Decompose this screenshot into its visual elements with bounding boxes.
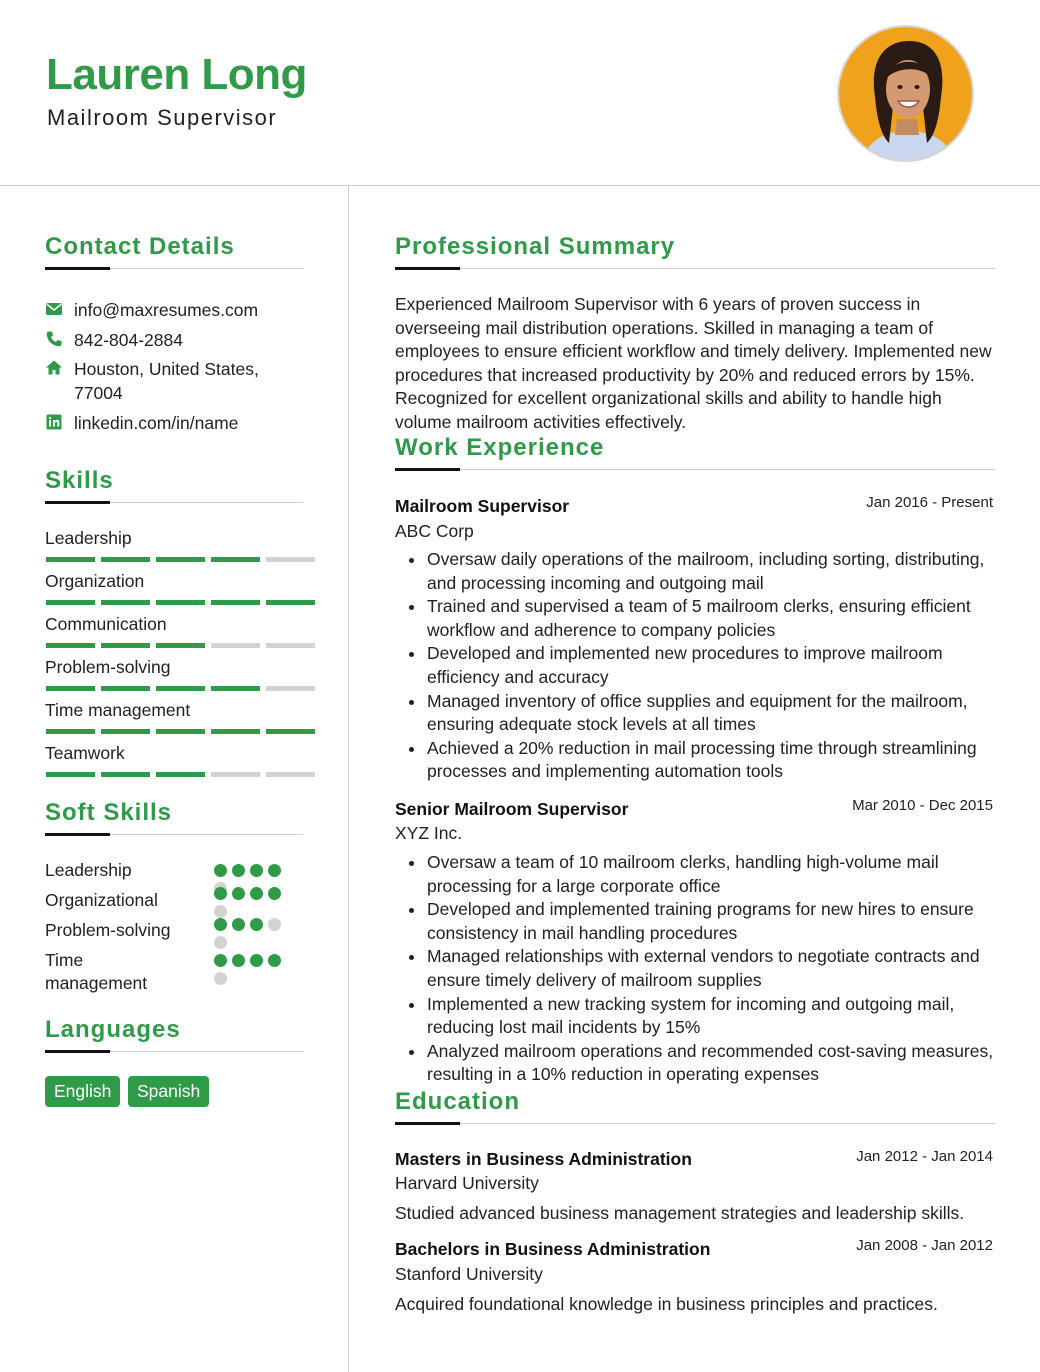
skill-level-segment [46, 686, 95, 691]
skill-level-segment [101, 557, 150, 562]
job-bullets [395, 548, 995, 784]
skill-label: Teamwork [45, 743, 125, 763]
experience-section-title: Work Experience [395, 434, 605, 461]
skill-label: Problem-solving [45, 657, 171, 677]
education-section-rule [395, 1123, 995, 1124]
language-badge-english: English [45, 1076, 120, 1107]
soft-skill-label: Leadership [45, 860, 132, 880]
soft-skill-label-line-2: management [45, 973, 148, 993]
home-icon [45, 359, 63, 377]
education-section-title: Education [395, 1088, 521, 1115]
phone-text: 842-804-2884 [74, 330, 183, 350]
skill-level-segment [156, 686, 205, 691]
education-description: Acquired foundational knowledge in business principles and practices. [395, 1294, 938, 1314]
summary-section-rule [395, 268, 995, 269]
column-divider [348, 186, 349, 1372]
job-bullets [395, 851, 995, 1087]
rating-dot [232, 887, 245, 900]
rating-dot [214, 864, 227, 877]
skill-level-segment [266, 600, 315, 605]
linkedin-icon [45, 413, 63, 431]
skill-level-segment [211, 557, 260, 562]
skill-level-segment [156, 557, 205, 562]
experience-section-rule [395, 469, 995, 470]
job-title: Senior Mailroom Supervisor [395, 799, 629, 819]
contact-section-title: Contact Details [45, 233, 235, 260]
rating-dot [232, 864, 245, 877]
skill-level-segment [266, 772, 315, 777]
candidate-title: Mailroom Supervisor [47, 105, 278, 130]
rating-dot [232, 954, 245, 967]
skill-label: Communication [45, 614, 167, 634]
job-bullet: Analyzed mailroom operations and recommended cost-saving measures, resulting in a 10% reduction in operating expenses [395, 1040, 995, 1087]
skill-level-bar [46, 557, 315, 562]
education-dates: Jan 2008 - Jan 2012 [856, 1237, 993, 1254]
address-line-2: 77004 [74, 383, 123, 403]
job-title: Mailroom Supervisor [395, 496, 570, 516]
contact-address [45, 357, 259, 405]
summary-section-title: Professional Summary [395, 233, 676, 260]
job-bullet: Trained and supervised a team of 5 mailroom clerks, ensuring efficient workflow and adherence to company policies [395, 595, 995, 642]
skill-label: Leadership [45, 528, 132, 548]
skills-section-rule [45, 502, 303, 503]
summary-text: Experienced Mailroom Supervisor with 6 years of proven success in overseeing mail distribution operations. Skilled in managing a team of employees to ensure efficient workflow and timely delivery. Implemented new procedures that increased productivity by 20% and reduced errors by 15%. Recognized for excellent organizational skills and ability to handle high volume mailroom activities effectively. [395, 294, 992, 432]
contact-section-rule [45, 268, 303, 269]
profile-photo [837, 25, 974, 162]
skill-level-bar [46, 729, 315, 734]
job-bullet: Developed and implemented training programs for new hires to ensure consistency in mail handling procedures [395, 898, 995, 945]
job-bullet: Managed relationships with external vendors to negotiate contracts and ensure timely delivery of mailroom supplies [395, 945, 995, 992]
skill-level-bar [46, 686, 315, 691]
job-bullet: Oversaw daily operations of the mailroom, including sorting, distributing, and processing incoming and outgoing mail [395, 548, 995, 595]
job-bullet: Managed inventory of office supplies and equipment for the mailroom, ensuring adequate stock levels at all times [395, 690, 995, 737]
languages-section-rule [45, 1051, 303, 1052]
soft-skills-section-rule [45, 834, 303, 835]
rating-dot [214, 905, 227, 918]
candidate-name: Lauren Long [46, 50, 307, 99]
job-dates: Mar 2010 - Dec 2015 [852, 797, 993, 814]
soft-skill-label-line-1: Time [45, 950, 84, 970]
skill-level-segment [211, 686, 260, 691]
soft-skill-label: Organizational [45, 890, 158, 910]
skill-level-segment [211, 729, 260, 734]
soft-skill-label [45, 949, 147, 995]
job-company: XYZ Inc. [395, 823, 463, 843]
contact-linkedin[interactable] [45, 411, 238, 435]
skill-level-segment [156, 729, 205, 734]
soft-skill-rating [214, 954, 288, 985]
rating-dot [268, 954, 281, 967]
rating-dot [214, 887, 227, 900]
skill-label: Organization [45, 571, 145, 591]
skill-level-segment [101, 772, 150, 777]
skill-level-segment [46, 557, 95, 562]
job-bullet: Developed and implemented new procedures to improve mailroom efficiency and accuracy [395, 642, 995, 689]
address-text [74, 357, 259, 405]
skill-level-segment [211, 772, 260, 777]
rating-dot [250, 887, 263, 900]
rating-dot [250, 954, 263, 967]
skill-level-segment [211, 643, 260, 648]
rating-dot [250, 918, 263, 931]
education-description: Studied advanced business management strategies and leadership skills. [395, 1203, 965, 1223]
rating-dot [268, 864, 281, 877]
skills-section-title: Skills [45, 467, 114, 494]
skill-level-segment [101, 686, 150, 691]
skill-level-bar [46, 643, 315, 648]
skill-level-segment [266, 686, 315, 691]
rating-dot [214, 954, 227, 967]
skill-level-bar [46, 772, 315, 777]
address-line-1: Houston, United States, [74, 359, 259, 379]
contact-phone[interactable] [45, 328, 183, 352]
job-bullet: Achieved a 20% reduction in mail processing time through streamlining processes and implementing automation tools [395, 737, 995, 784]
skill-level-segment [156, 643, 205, 648]
skill-level-segment [211, 600, 260, 605]
skill-level-segment [46, 643, 95, 648]
skill-level-segment [46, 729, 95, 734]
skill-level-segment [156, 772, 205, 777]
job-dates: Jan 2016 - Present [866, 494, 993, 511]
rating-dot [268, 887, 281, 900]
skill-level-segment [101, 729, 150, 734]
skill-label: Time management [45, 700, 191, 720]
email-text: info@maxresumes.com [74, 300, 259, 320]
education-school: Harvard University [395, 1173, 539, 1193]
profile-photo-image [839, 27, 974, 162]
languages-section-title: Languages [45, 1016, 181, 1043]
skill-level-segment [266, 557, 315, 562]
rating-dot [268, 918, 281, 931]
linkedin-text: linkedin.com/in/name [74, 413, 239, 433]
skill-level-segment [46, 600, 95, 605]
soft-skill-label: Problem-solving [45, 920, 171, 940]
job-bullet: Implemented a new tracking system for incoming and outgoing mail, reducing lost mail incidents by 15% [395, 993, 995, 1040]
rating-dot [214, 936, 227, 949]
language-badge-spanish: Spanish [128, 1076, 209, 1107]
degree-title: Masters in Business Administration [395, 1149, 692, 1169]
soft-skill-rating [214, 918, 288, 949]
education-dates: Jan 2012 - Jan 2014 [856, 1148, 993, 1165]
phone-icon [45, 330, 63, 348]
skill-level-segment [101, 600, 150, 605]
rating-dot [250, 864, 263, 877]
skill-level-segment [266, 729, 315, 734]
degree-title: Bachelors in Business Administration [395, 1239, 711, 1259]
skill-level-bar [46, 600, 315, 605]
rating-dot [232, 918, 245, 931]
resume-header [0, 0, 1040, 186]
skill-level-segment [266, 643, 315, 648]
contact-email[interactable] [45, 298, 258, 322]
skill-level-segment [46, 772, 95, 777]
rating-dot [214, 972, 227, 985]
envelope-icon [45, 300, 63, 318]
job-bullet: Oversaw a team of 10 mailroom clerks, handling high-volume mail processing for a large corporate office [395, 851, 995, 898]
skill-level-segment [156, 600, 205, 605]
rating-dot [214, 918, 227, 931]
soft-skills-section-title: Soft Skills [45, 799, 173, 826]
soft-skill-rating [214, 887, 288, 918]
job-company: ABC Corp [395, 521, 474, 541]
skill-level-segment [101, 643, 150, 648]
education-school: Stanford University [395, 1264, 543, 1284]
